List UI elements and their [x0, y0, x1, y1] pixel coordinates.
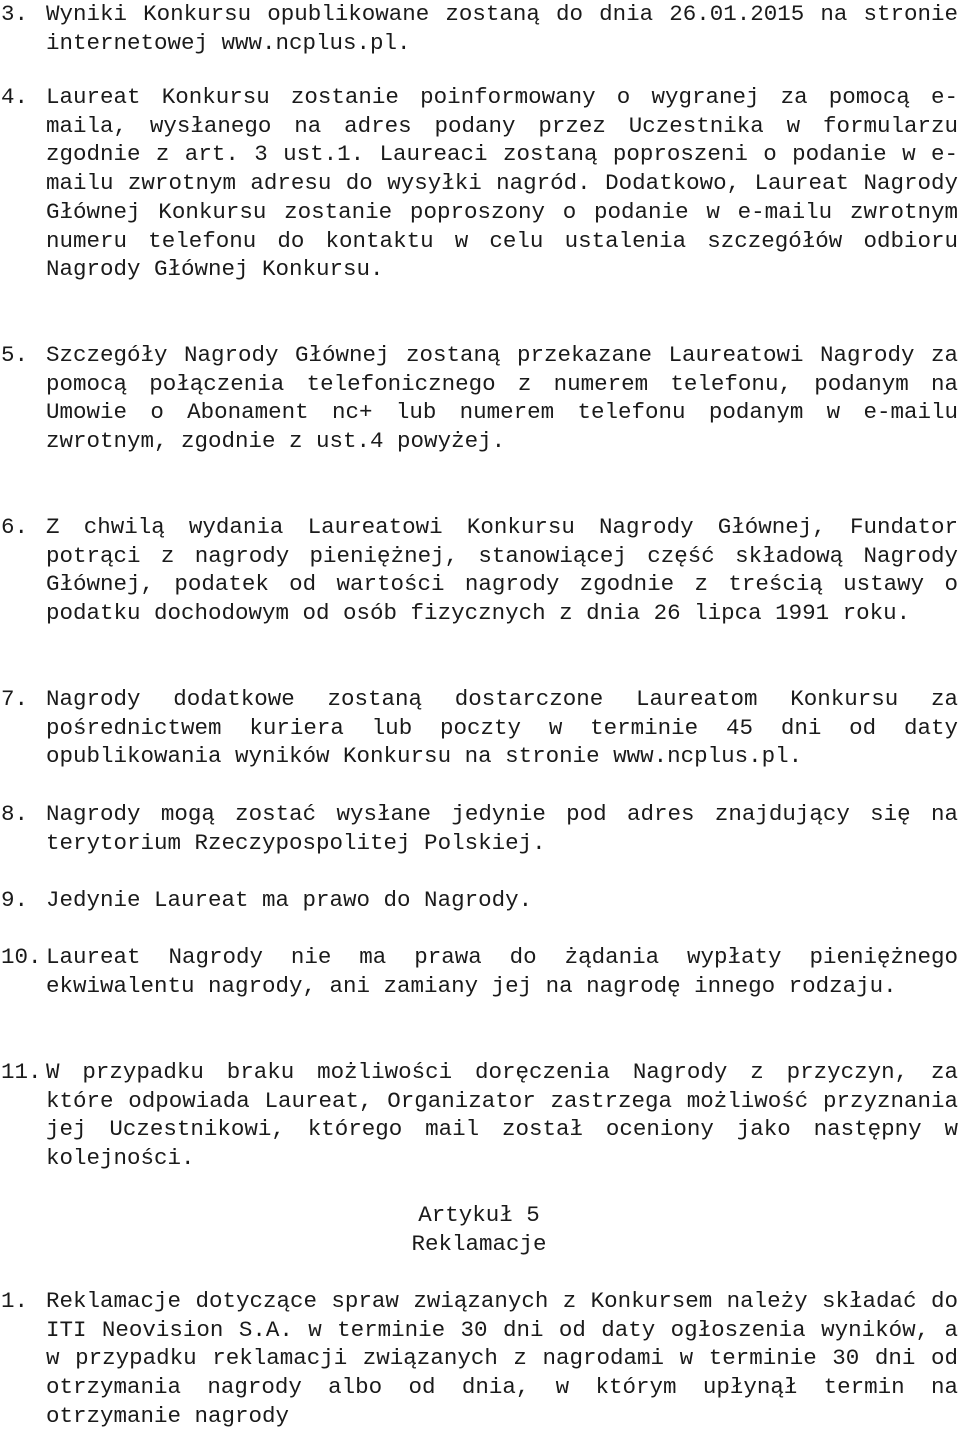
- item-number: 11.: [1, 1059, 42, 1085]
- item-text: Reklamacje dotyczące spraw związanych z Konkursem należy składać do ITI Neovision S.A. w terminie 30 dni od daty ogłoszenia wyników, a w przypadku reklamacji związanych z nagrodami w terminie 30 dni od otrzymania nagrody albo od dnia, w którym upłynął termin na otrzymanie nagrody: [46, 1288, 958, 1429]
- item-number: 6.: [1, 514, 29, 540]
- item-number: 10.: [1, 944, 42, 970]
- item-number: 1.: [1, 1288, 29, 1314]
- list-item: [0, 1287, 958, 1430]
- item-number: 8.: [1, 801, 29, 827]
- item-text: Nagrody dodatkowe zostaną dostarczone Laureatom Konkursu za pośrednictwem kuriera lub poczty w terminie 45 dni od daty opublikowania wyników Konkursu na stronie www.ncplus.pl.: [46, 686, 958, 770]
- item-text: W przypadku braku możliwości doręczenia Nagrody z przyczyn, za które odpowiada Laureat, Organizator zastrzega możliwość przyznania jej Uczestnikowi, którego mail został oceniony jako następny w kolejności.: [46, 1059, 958, 1172]
- list-item: [0, 886, 958, 915]
- item-number: 5.: [1, 342, 29, 368]
- item-number: 3.: [1, 1, 29, 27]
- list-item: [0, 0, 958, 58]
- list-item: [0, 685, 958, 772]
- list-item: [0, 1058, 958, 1173]
- list-item: [0, 943, 958, 1030]
- item-text: Wyniki Konkursu opublikowane zostaną do dnia 26.01.2015 na stronie internetowej www.ncplus.pl.: [46, 1, 958, 56]
- item-text: Laureat Nagrody nie ma prawa do żądania wypłaty pieniężnego ekwiwalentu nagrody, ani zamiany jej na nagrodę innego rodzaju.: [46, 944, 958, 999]
- list-item: [0, 341, 958, 485]
- item-number: 4.: [1, 84, 29, 110]
- article-subtitle: Reklamacje: [411, 1231, 547, 1257]
- item-text: Nagrody mogą zostać wysłane jedynie pod adres znajdujący się na terytorium Rzeczypospolitej Polskiej.: [46, 801, 958, 856]
- item-number: 7.: [1, 686, 29, 712]
- list-item: [0, 800, 958, 858]
- list-item: [0, 83, 958, 313]
- item-text: Laureat Konkursu zostanie poinformowany o wygranej za pomocą e-maila, wysłanego na adres podany przez Uczestnika w formularzu zgodnie z art. 3 ust.1. Laureaci zostaną poproszeni o podanie w e-mailu zwrotnym adresu do wysyłki nagród. Dodatkowo, Laureat Nagrody Głównej Konkursu zostanie poproszony o podanie w e-mailu zwrotnym numeru telefonu do kontaktu w celu ustalenia szczegółów odbioru Nagrody Głównej Konkursu.: [46, 84, 958, 283]
- item-text: Szczegóły Nagrody Głównej zostaną przekazane Laureatowi Nagrody za pomocą połączenia telefonicznego z numerem telefonu, podanym na Umowie o Abonament nc+ lub numerem telefonu podanym w e-mailu zwrotnym, zgodnie z ust.4 powyżej.: [46, 342, 958, 455]
- article-title: Artykuł 5: [418, 1202, 540, 1228]
- item-number: 9.: [1, 887, 29, 913]
- item-text: Jedynie Laureat ma prawo do Nagrody.: [46, 887, 533, 913]
- item-text: Z chwilą wydania Laureatowi Konkursu Nagrody Głównej, Fundator potrąci z nagrody pieniężnej, stanowiącej część składową Nagrody Głównej, podatek od wartości nagrody zgodnie z treścią ustawy o podatku dochodowym od osób fizycznych z dnia 26 lipca 1991 roku.: [46, 514, 958, 627]
- list-item: [0, 513, 958, 657]
